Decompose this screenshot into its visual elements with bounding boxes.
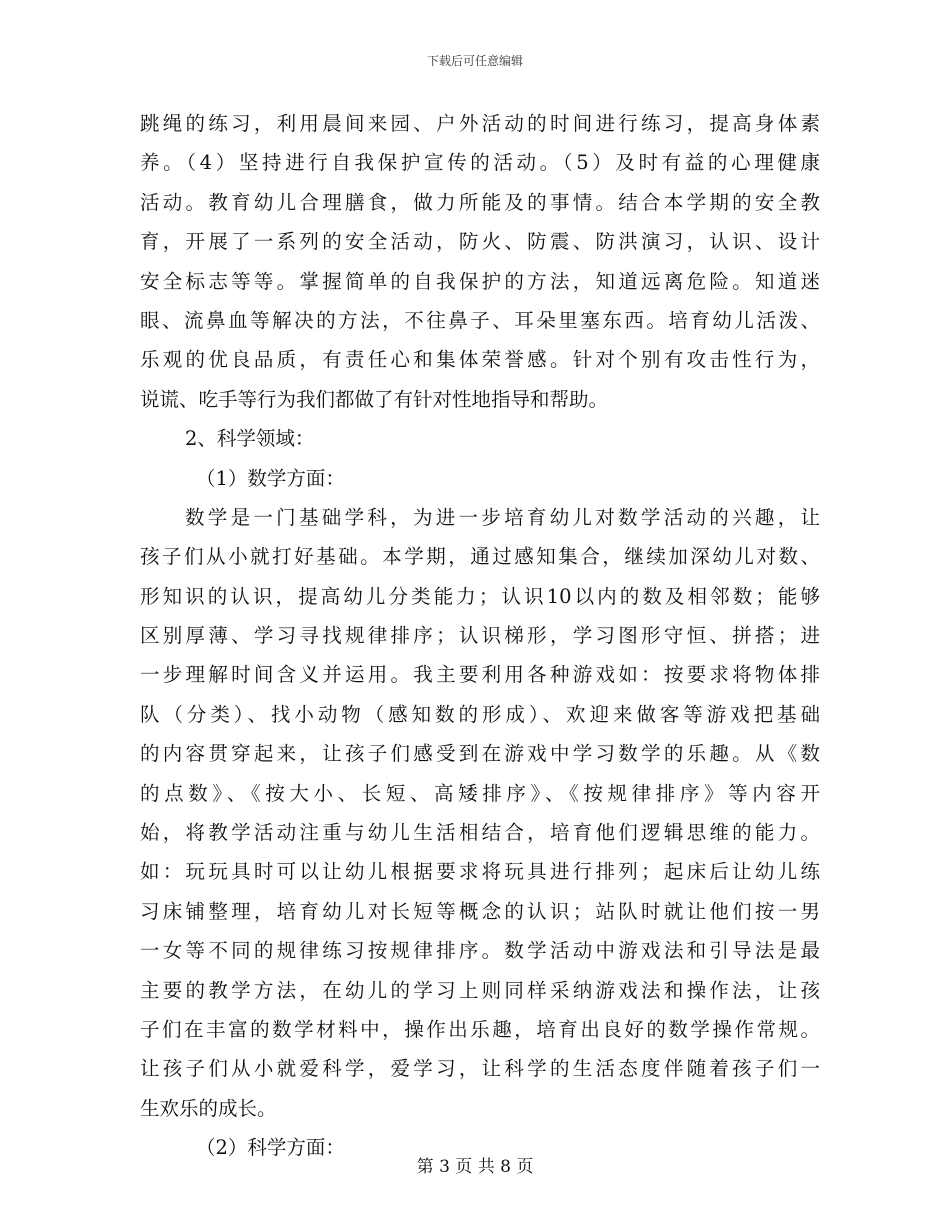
subsection-heading-math: （1）数学方面：	[196, 466, 345, 490]
subsection-heading-science: （2）科学方面：	[196, 1136, 345, 1160]
text-line: 一步理解时间含义并运用。我主要利用各种游戏如：按要求将物体排	[140, 663, 820, 687]
text-line: 说谎、吃手等行为我们都做了有针对性地指导和帮助。	[140, 387, 609, 411]
text-line: 让孩子们从小就爱科学，爱学习，让科学的生活态度伴随着孩子们一	[140, 1057, 820, 1081]
section-heading-science: 2、科学领域：	[185, 427, 315, 451]
text-line: 始，将教学活动注重与幼儿生活相结合，培育他们逻辑思维的能力。	[140, 821, 820, 845]
text-line: 孩子们从小就打好基础。本学期，通过感知集合，继续加深幼儿对数、	[140, 545, 820, 569]
text-line: 区别厚薄、学习寻找规律排序；认识梯形，学习图形守恒、拼搭；进	[140, 624, 820, 648]
text-line: 的内容贯穿起来，让孩子们感受到在游戏中学习数学的乐趣。从《数	[140, 742, 820, 766]
text-line: 习床铺整理，培育幼儿对长短等概念的认识；站队时就让他们按一男	[140, 899, 820, 923]
text-line: 数学是一门基础学科，为进一步培育幼儿对数学活动的兴趣，让	[185, 505, 820, 529]
text-line: 乐观的优良品质，有责任心和集体荣誉感。针对个别有攻击性行为，	[140, 348, 820, 372]
text-line: 主要的教学方法，在幼儿的学习上则同样采纳游戏法和操作法，让孩	[140, 978, 820, 1002]
text-line: 养。（4）坚持进行自我保护宣传的活动。（5）及时有益的心理健康	[140, 151, 820, 175]
text-line: 眼、流鼻血等解决的方法，不往鼻子、耳朵里塞东西。培育幼儿活泼、	[140, 308, 820, 332]
text-line: 一女等不同的规律练习按规律排序。数学活动中游戏法和引导法是最	[140, 939, 820, 963]
text-line: 形知识的认识，提高幼儿分类能力；认识10以内的数及相邻数；能够	[140, 584, 820, 608]
text-line: 如：玩玩具时可以让幼儿根据要求将玩具进行排列；起床后让幼儿练	[140, 860, 820, 884]
text-line: 生欢乐的成长。	[140, 1096, 277, 1120]
text-line: 队（分类）、找小动物（感知数的形成）、欢迎来做客等游戏把基础	[140, 702, 820, 726]
page-header: 下载后可任意编辑	[426, 54, 523, 68]
text-line: 活动。教育幼儿合理膳食，做力所能及的事情。结合本学期的安全教	[140, 190, 820, 214]
page-footer: 第 3 页 共 8 页	[416, 1157, 534, 1177]
text-line: 的点数》、《按大小、长短、高矮排序》、《按规律排序》等内容开	[140, 781, 820, 805]
text-line: 子们在丰富的数学材料中，操作出乐趣，培育出良好的数学操作常规。	[140, 1017, 820, 1041]
text-line: 跳绳的练习，利用晨间来园、户外活动的时间进行练习，提高身体素	[140, 112, 820, 135]
text-line: 育，开展了一系列的安全活动，防火、防震、防洪演习，认识、设计	[140, 230, 820, 254]
text-line: 安全标志等等。掌握简单的自我保护的方法，知道远离危险。知道迷	[140, 269, 820, 293]
document-body	[140, 104, 820, 1168]
